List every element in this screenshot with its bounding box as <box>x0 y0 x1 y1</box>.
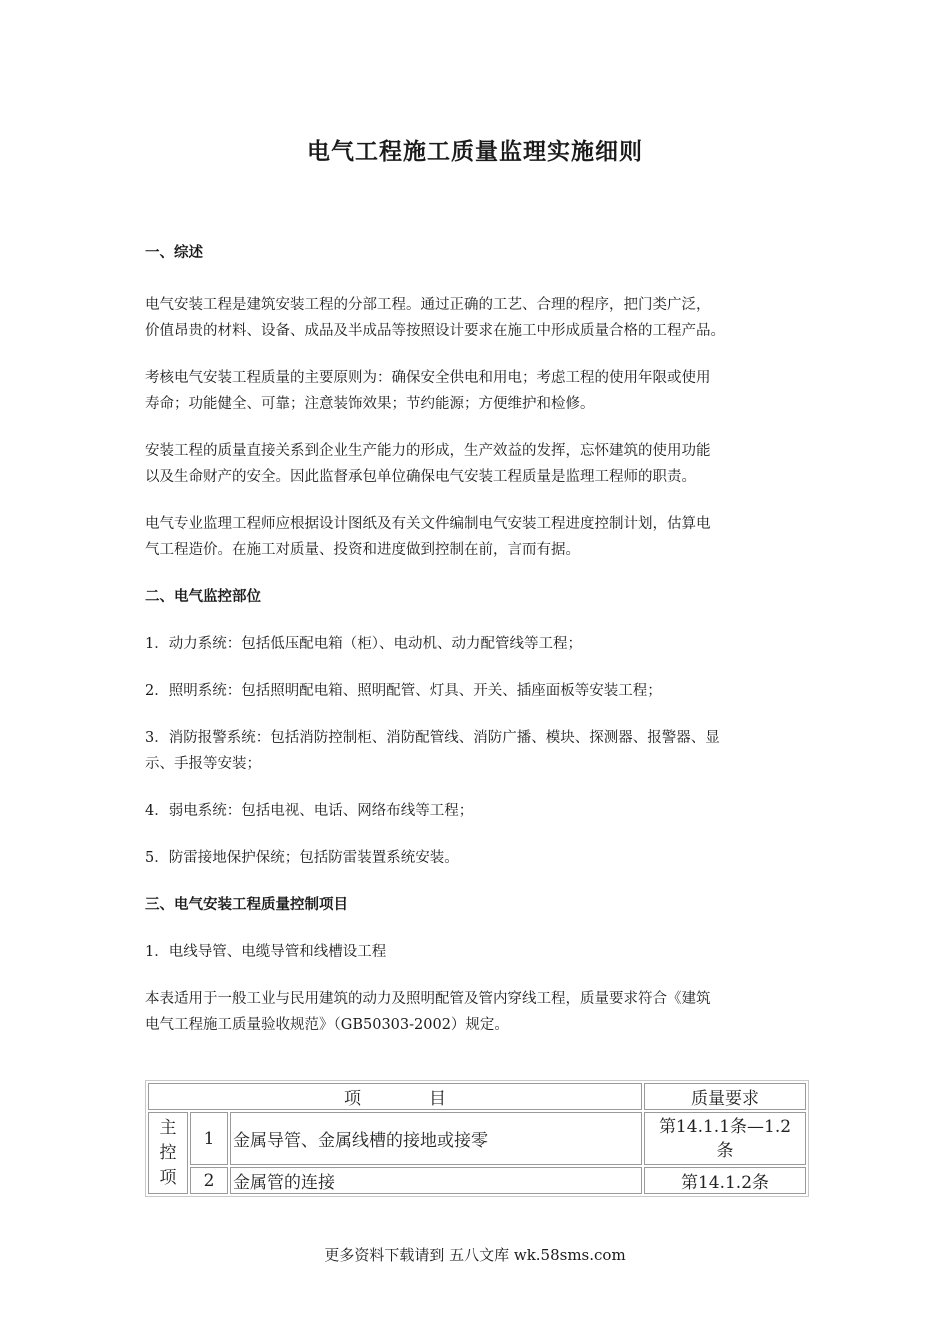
header-project: 项 目 <box>148 1083 642 1110</box>
section-heading-quality-control: 三、电气安装工程质量控制项目 <box>145 897 348 913</box>
row-requirement: 第14.1.2条 <box>644 1167 806 1194</box>
header-quality: 质量要求 <box>644 1083 806 1110</box>
page-title: 电气工程施工质量监理实施细则 <box>307 139 643 165</box>
footer-download-note: 更多资料下载请到 五八文库 wk.58sms.com <box>324 1246 626 1264</box>
paragraph-line: 电气工程施工质量验收规范》（GB50303-2002）规定。 <box>145 1017 509 1033</box>
paragraph-line: 寿命；功能健全、可靠；注意装饰效果；节约能源；方便维护和检修。 <box>145 396 595 412</box>
row-item: 金属管的连接 <box>230 1167 642 1194</box>
paragraph-line: 价值昂贵的材料、设备、成品及半成品等按照设计要求在施工中形成质量合格的工程产品。 <box>145 323 725 339</box>
group-label-main-control: 主 控 项 <box>148 1112 188 1194</box>
paragraph-line: 考核电气安装工程质量的主要原则为：确保安全供电和用电；考虑工程的使用年限或使用 <box>145 370 711 386</box>
quality-table <box>145 1080 809 1197</box>
paragraph-line: 气工程造价。在施工对质量、投资和进度做到控制在前，言而有据。 <box>145 542 580 558</box>
document-body <box>145 240 810 1038</box>
paragraph-line: 本表适用于一般工业与民用建筑的动力及照明配管及管内穿线工程，质量要求符合《建筑 <box>145 991 711 1007</box>
table-header-row <box>148 1083 806 1110</box>
table-row <box>148 1112 806 1165</box>
list-item: 5．防雷接地保护保统；包括防雷装置系统安装。 <box>145 850 459 866</box>
list-item: 1．电线导管、电缆导管和线槽设工程 <box>145 944 387 960</box>
table-row <box>148 1167 806 1194</box>
section-heading-overview: 一、综述 <box>145 245 203 261</box>
paragraph-line: 以及生命财产的安全。因此监督承包单位确保电气安装工程质量是监理工程师的职责。 <box>145 469 696 485</box>
row-requirement: 第14.1.1条—1.2 条 <box>644 1112 806 1165</box>
list-item: 3．消防报警系统：包括消防控制柜、消防配管线、消防广播、模块、探测器、报警器、显 <box>145 730 720 746</box>
list-item: 4．弱电系统：包括电视、电话、网络布线等工程； <box>145 803 474 819</box>
paragraph-line: 安装工程的质量直接关系到企业生产能力的形成，生产效益的发挥，忘怀建筑的使用功能 <box>145 443 711 459</box>
list-item: 示、手报等安装； <box>145 756 261 772</box>
section-heading-monitoring: 二、电气监控部位 <box>145 589 261 605</box>
paragraph-line: 电气安装工程是建筑安装工程的分部工程。通过正确的工艺、合理的程序，把门类广泛， <box>145 297 711 313</box>
list-item: 1．动力系统：包括低压配电箱（柜）、电动机、动力配管线等工程； <box>145 636 582 652</box>
row-number: 1 <box>190 1112 228 1165</box>
paragraph-line: 电气专业监理工程师应根据设计图纸及有关文件编制电气安装工程进度控制计划，估算电 <box>145 516 711 532</box>
row-item: 金属导管、金属线槽的接地或接零 <box>230 1112 642 1165</box>
list-item: 2．照明系统：包括照明配电箱、照明配管、灯具、开关、插座面板等安装工程； <box>145 683 662 699</box>
row-number: 2 <box>190 1167 228 1194</box>
